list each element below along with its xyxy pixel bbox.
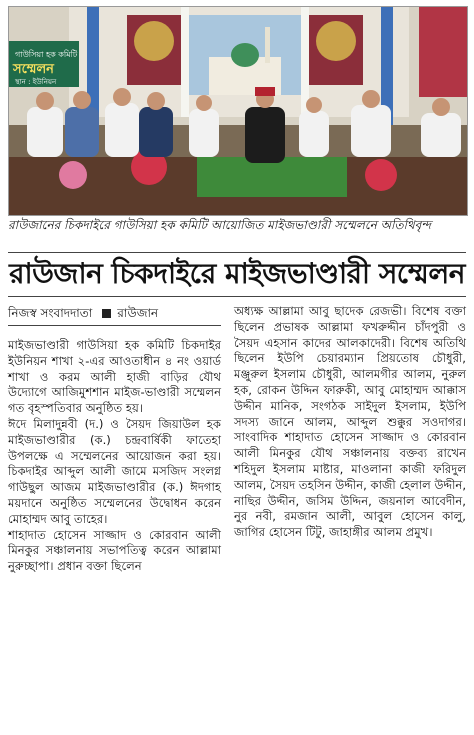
article-column-right xyxy=(234,304,466,541)
byline xyxy=(8,304,221,326)
headline-bottom-rule xyxy=(8,296,466,297)
stage-scene xyxy=(9,7,467,215)
headline-top-rule xyxy=(8,252,466,253)
banner-top-text: গাউসিয়া হক কমিটি xyxy=(15,50,78,59)
article-paragraph: শাহাদাত হোসেন সাজ্জাদ ও কোরবান আলী মিনকুর সঞ্চালনায় সভাপতিত্ব করেন আল্লামা নুরুচ্ছাপা। প্রধান বক্তা ছিলেন xyxy=(8,527,221,574)
banner-main-text: সম্মেলন xyxy=(13,62,54,77)
banner-sub-text: স্থান : ইউনিয়ন xyxy=(15,78,57,86)
photo-caption: রাউজানের চিকদাইরে গাউসিয়া হক কমিটি আয়োজিত মাইজভাণ্ডারী সম্মেলনে অতিথিবৃন্দ xyxy=(8,218,431,232)
square-bullet-icon xyxy=(102,309,111,318)
article-paragraph: মাইজভাণ্ডারী গাউসিয়া হক কমিটি চিকদাইর ইউনিয়ন শাখা ২-এর আওতাধীন ৪ নং ওয়ার্ড শাখা ও করম আলী হাজী বাড়ির যৌথ উদ্যোগে আজিমুশশান মাইজ-ভাণ্ডারী সম্মেলন গত বৃহস্পতিবার অনুষ্ঠিত হয়। xyxy=(8,338,221,416)
article-paragraph: অধ্যক্ষ আল্লামা আবু ছাদেক রেজভী। বিশেষ বক্তা ছিলেন প্রভাষক আল্লামা ফখরুদ্দীন চাঁদপুরী ও সৈয়দ এহসান কাদের আলকাদেরী। বিশেষ অতিথি ছিলেন ইউপি চেয়ারম্যান প্রিয়তোষ চৌধুরী, মঞ্জুরুল ইসলাম চৌধুরী, আলমগীর আলম, নুরুল হক, রোকন উদ্দিন ফারুকী, আবু মোহাম্মদ আক্কাস উদ্দীন মানিক, সংগঠক সাইদুল ইসলাম, ইউপি সদস্য জানে আলম, আব্দুল শুক্কুর সওদাগর। সাংবাদিক শাহাদাত হোসেন সাজ্জাদ ও কোরবান আলী মিনকুর যৌথ সঞ্চালনায় বক্তব্য রাখেন শহিদুল ইসলাম মাষ্টার, মাওলানা কাজী ফরিদুল আলম, সৈয়দ তহসিন উদ্দীন, কাজী হেলাল উদ্দীন, নাছির উদ্দীন, জসিম উদ্দিন, জয়নাল আবেদীন, নুর নবী, রমজান আলী, আবুল হোসেন কালু, জাগির হোসেন টিটু, জাহাঙ্গীর আলম প্রমুখ। xyxy=(234,304,467,540)
reporter: নিজস্ব সংবাদদাতা xyxy=(8,306,93,320)
article-paragraph: ঈদে মিলাদুন্নবী (দ.) ও সৈয়দ জিয়াউল হক মাইজভাণ্ডারীর (ক.) চন্দ্রবার্ষিকী ফাতেহা উপলক্ষে এ সম্মেলনের আয়োজন করা হয়। চিকদাইর আব্দুল আলী জামে মসজিদ সংলগ্ন গাউছুল আজম মাইজভাণ্ডারীর (ক.) ঈদগাহ ময়দানে অনুষ্ঠিত সম্মেলনের উদ্বোধন করেন মোহাম্মদ আবু তাহের। xyxy=(8,416,221,526)
headline: রাউজান চিকদাইরে মাইজভাণ্ডারী সম্মেলন xyxy=(9,257,465,290)
event-photo xyxy=(8,6,468,216)
dateline-place: রাউজান xyxy=(117,306,159,320)
article-column-left xyxy=(8,304,221,575)
